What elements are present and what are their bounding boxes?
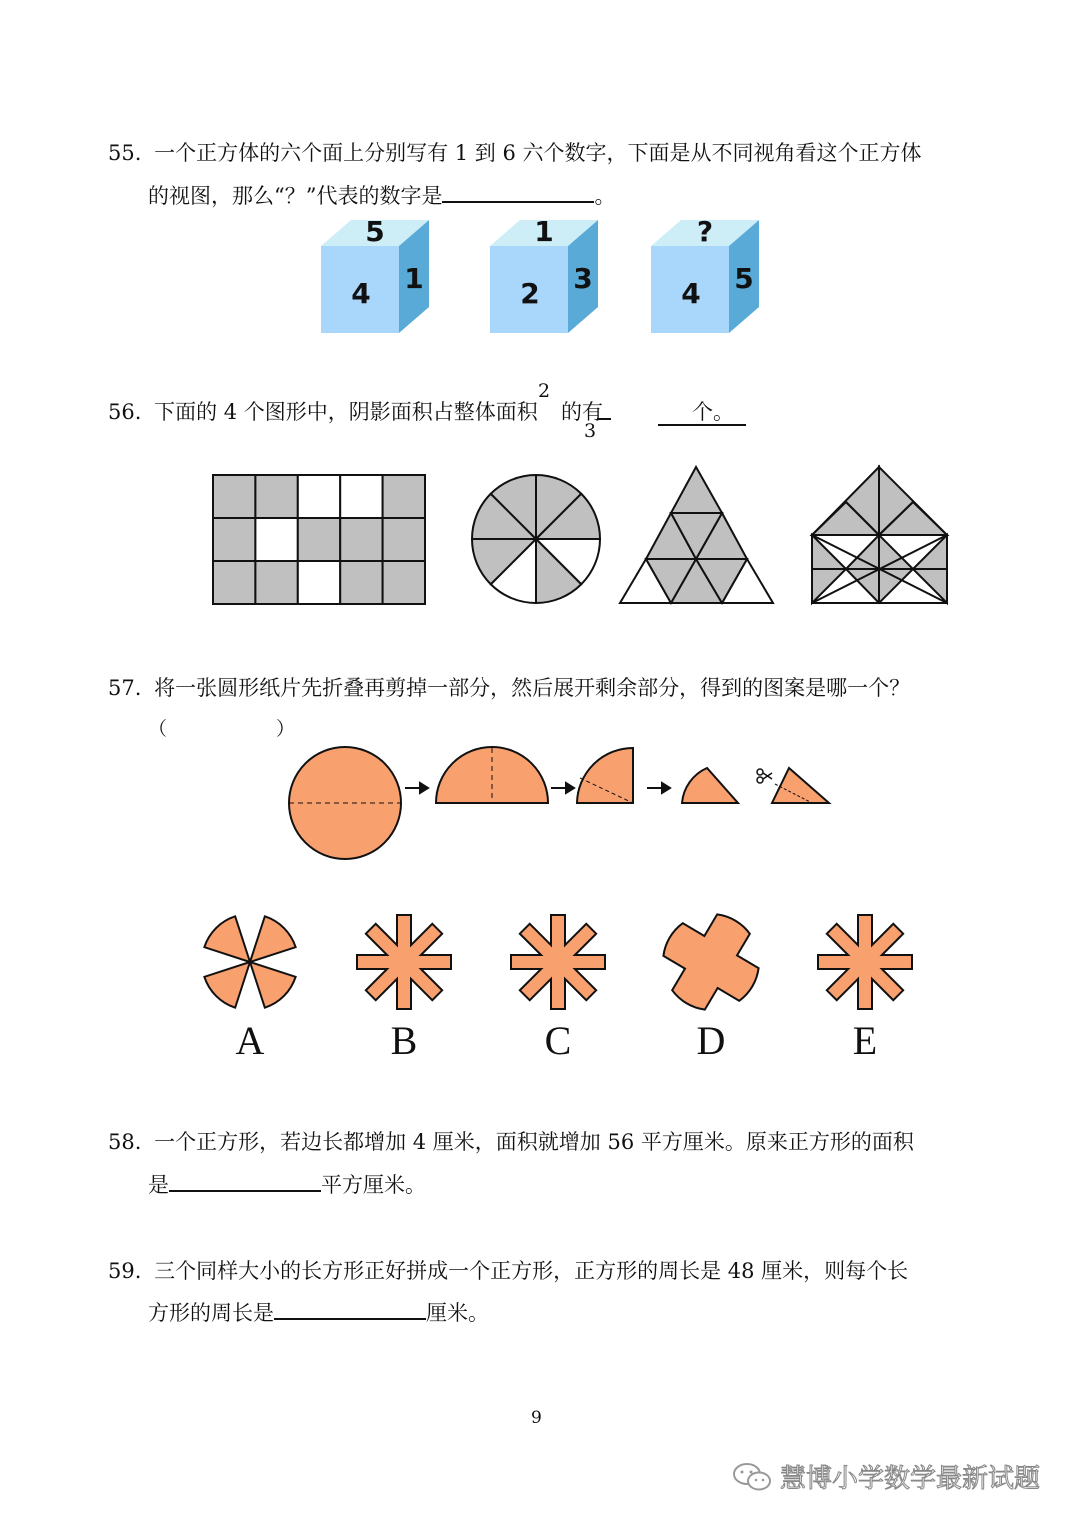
q55-answer-blank[interactable]: [442, 201, 594, 203]
cube-2: [490, 215, 598, 333]
cube-2-front: 2: [520, 277, 540, 310]
q56-line: [108, 396, 538, 426]
cube-1-front: 4: [351, 277, 371, 310]
q57-text: 将一张圆形纸片先折叠再剪掉一部分，然后展开剩余部分，得到的图案是哪一个？: [154, 676, 911, 700]
q56-number: 56.: [108, 400, 142, 424]
figure-house: [812, 467, 947, 603]
watermark-text: 慧博小学数学最新试题: [780, 1464, 1041, 1494]
q58-answer-blank[interactable]: [169, 1190, 321, 1192]
cube-1-top: 5: [365, 215, 385, 248]
figure-grid: [213, 475, 425, 604]
q59-line1: [108, 1255, 908, 1285]
q56-text-after: 个。: [692, 400, 734, 424]
option-labels: [236, 1018, 878, 1063]
option-e-shape: [818, 915, 912, 1009]
q59-line2: [148, 1297, 489, 1327]
q58-line1: [108, 1126, 914, 1156]
paper-quarter: [577, 748, 633, 803]
q58-line2: [148, 1169, 426, 1199]
q56-text: 下面的 4 个图形中，阴影面积占整体面积: [154, 400, 538, 424]
scissors-icon: [757, 769, 772, 783]
option-label-a: A: [235, 1018, 265, 1063]
q56-fraction-den: 3: [584, 420, 597, 442]
q57-paren-open: （: [148, 718, 168, 740]
q55-line1: [108, 137, 922, 167]
q55-number: 55.: [108, 141, 142, 165]
q59-text-2: 方形的周长是: [148, 1301, 274, 1325]
q55-text: 一个正方体的六个面上分别写有 1 到 6 六个数字，下面是从不同视角看这个正方体: [154, 141, 922, 165]
q59-answer-blank[interactable]: [274, 1318, 426, 1320]
q55-cubes: [0, 210, 1080, 340]
q57-paren-close: ）: [276, 718, 296, 740]
page-number: 9: [531, 1408, 542, 1428]
q57-options: [0, 905, 1080, 1065]
q57-answer-slot[interactable]: [175, 714, 275, 738]
q57-line1: [108, 672, 910, 702]
q56-fraction-num: 2: [538, 380, 551, 402]
q59-text-end: 厘米。: [426, 1301, 489, 1325]
q57-number: 57.: [108, 676, 142, 700]
cube-2-side: 3: [573, 262, 593, 295]
figure-triangle: [620, 467, 773, 603]
q59-number: 59.: [108, 1259, 142, 1283]
cube-3-side: 5: [734, 262, 754, 295]
q58-text-2: 是: [148, 1173, 169, 1197]
option-c-shape: [511, 915, 605, 1009]
q58-text-end: 平方厘米。: [321, 1173, 426, 1197]
q56-figures: [0, 462, 1080, 612]
q59-text: 三个同样大小的长方形正好拼成一个正方形，正方形的周长是 48 厘米，则每个长: [154, 1259, 909, 1283]
cube-1: [321, 215, 429, 333]
figure-circle: [472, 475, 600, 603]
option-label-d: D: [696, 1018, 726, 1063]
option-label-e: E: [852, 1018, 878, 1063]
q58-text: 一个正方形，若边长都增加 4 厘米，面积就增加 56 平方厘米。原来正方形的面积: [154, 1130, 914, 1154]
q58-number: 58.: [108, 1130, 142, 1154]
option-a-shape: [204, 916, 295, 1007]
option-d-shape: [663, 914, 758, 1009]
q55-text-2: 的视图，那么“？”代表的数字是: [148, 184, 443, 208]
option-b-shape: [357, 915, 451, 1009]
q55-text-end: 。: [594, 184, 616, 208]
q56-short-mark: [597, 418, 611, 420]
cube-3: [651, 215, 759, 333]
option-label-b: B: [390, 1018, 418, 1063]
option-label-c: C: [544, 1018, 572, 1063]
paper-cut: [772, 768, 829, 803]
q55-line2: [148, 180, 615, 210]
wechat-icon: [732, 1461, 772, 1493]
cube-1-side: 1: [404, 262, 424, 295]
watermark: [732, 1458, 1040, 1495]
paper-eighth: [682, 768, 738, 803]
q56-text-mid: 的有: [561, 400, 603, 424]
cube-3-front: 4: [681, 277, 701, 310]
cube-3-top: ?: [696, 215, 714, 248]
cube-2-top: 1: [534, 215, 554, 248]
q57-fold-sequence: [0, 748, 1080, 868]
